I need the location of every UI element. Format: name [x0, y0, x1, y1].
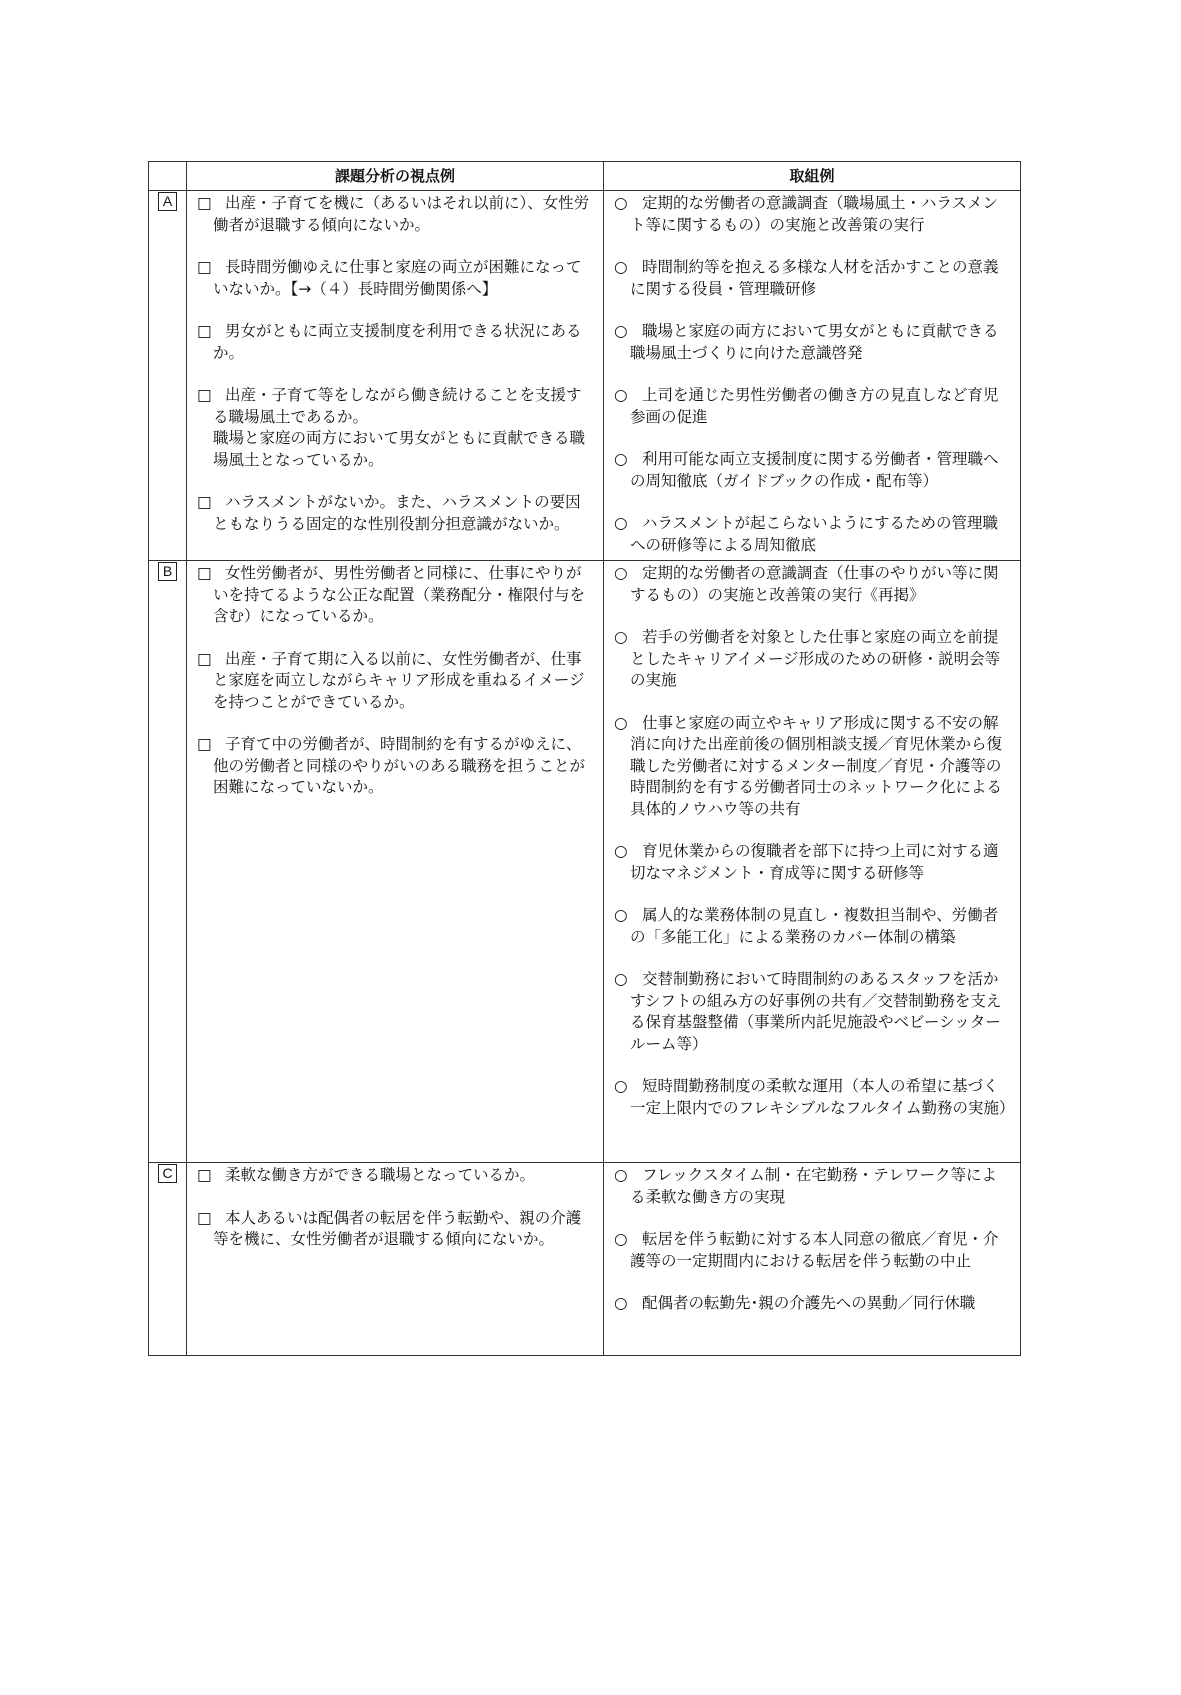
table-row [149, 561, 1021, 1163]
viewpoint-item [197, 563, 595, 628]
checkbox-icon: □ [197, 649, 212, 668]
checkbox-icon: □ [197, 322, 212, 340]
initiative-text: 定期的な労働者の意識調査（仕事のやりがい等に関するもの）の実施と改善策の実行《再掲》 [630, 564, 999, 604]
viewpoint-item [197, 385, 595, 471]
circle-bullet-icon: ○ [614, 450, 628, 468]
initiative-text: フレックスタイム制・在宅勤務・テレワーク等による柔軟な働き方の実現 [630, 1166, 997, 1206]
header-initiatives: 取組例 [604, 162, 1021, 191]
viewpoint-item [197, 492, 595, 535]
viewpoint-text: ハラスメントがないか。また、ハラスメントの要因ともなりうる固定的な性別役割分担意識がないか。 [213, 493, 581, 533]
viewpoint-item [197, 734, 595, 799]
circle-bullet-icon: ○ [614, 1166, 628, 1184]
row-label-a: A [158, 192, 177, 211]
viewpoint-text: 出産・子育て等をしながら働き続けることを支援する職場風土であるか。 [213, 386, 582, 426]
viewpoint-text: 柔軟な働き方ができる職場となっているか。 [225, 1166, 536, 1184]
table-header-row [149, 162, 1021, 191]
checkbox-icon: □ [197, 386, 212, 404]
initiative-item [614, 193, 1012, 236]
viewpoint-item [197, 193, 595, 236]
initiative-item [614, 905, 1012, 948]
viewpoint-text: 本人あるいは配偶者の転居を伴う転勤や、親の介護等を機に、女性労働者が退職する傾向にないか。 [213, 1208, 582, 1248]
initiative-item [614, 969, 1012, 1055]
initiatives-cell [604, 191, 1021, 561]
viewpoint-item [197, 1165, 595, 1187]
initiative-text: ハラスメントが起こらないようにするための管理職への研修等による周知徹底 [630, 514, 999, 554]
checkbox-icon: □ [197, 735, 212, 753]
row-label-cell [149, 1163, 187, 1356]
viewpoint-text: 出産・子育て期に入る以前に、女性労働者が、仕事と家庭を両立しながらキャリア形成を重ねるイメージを持つことができているか。 [213, 649, 585, 711]
viewpoints-cell [187, 561, 604, 1163]
viewpoint-item [197, 1208, 595, 1251]
initiatives-cell [604, 561, 1021, 1163]
initiative-item [614, 1076, 1015, 1119]
initiative-item [614, 385, 1012, 428]
initiative-text: 仕事と家庭の両立やキャリア形成に関する不安の解消に向けた出産前後の個別相談支援／育児休業から復職した労働者に対するメンター制度／育児・介護等の時間制約を有する労働者同士のネットワーク化による具体的ノウハウ等の共有 [630, 713, 1003, 818]
circle-bullet-icon: ○ [614, 322, 628, 340]
initiative-item [614, 563, 1012, 606]
header-blank-cell [149, 162, 187, 191]
circle-bullet-icon: ○ [614, 564, 628, 582]
viewpoint-item [197, 321, 595, 364]
checkbox-icon: □ [197, 1166, 212, 1184]
initiative-text: 属人的な業務体制の見直し・複数担当制や、労働者の「多能工化」による業務のカバー体制の構築 [630, 906, 999, 946]
circle-bullet-icon: ○ [614, 713, 628, 732]
initiative-text: 配偶者の転勤先･親の介護先への異動／同行休職 [642, 1294, 976, 1312]
initiative-item [614, 513, 1012, 556]
circle-bullet-icon: ○ [614, 970, 628, 988]
circle-bullet-icon: ○ [614, 1294, 628, 1312]
initiative-text: 育児休業からの復職者を部下に持つ上司に対する適切なマネジメント・育成等に関する研修等 [630, 842, 999, 882]
initiatives-cell [604, 1163, 1021, 1356]
table-row [149, 191, 1021, 561]
initiative-text: 利用可能な両立支援制度に関する労働者・管理職への周知徹底（ガイドブックの作成・配布等） [630, 450, 999, 490]
initiative-text: 若手の労働者を対象とした仕事と家庭の両立を前提としたキャリアイメージ形成のための研修・説明会等の実施 [630, 628, 1001, 689]
initiative-item [614, 713, 1012, 821]
initiative-item [614, 321, 1012, 364]
viewpoint-text: 女性労働者が、男性労働者と同様に、仕事にやりがいを持てるような公正な配置（業務配分・権限付与を含む）になっているか。 [213, 564, 586, 625]
initiative-text: 上司を通じた男性労働者の働き方の見直しなど育児参画の促進 [630, 386, 999, 426]
viewpoint-text: 出産・子育てを機に（あるいはそれ以前に）、女性労働者が退職する傾向にないか。 [213, 194, 590, 234]
circle-bullet-icon: ○ [614, 1077, 628, 1095]
initiative-item [614, 1293, 1012, 1315]
initiative-text: 時間制約等を抱える多様な人材を活かすことの意義に関する役員・管理職研修 [630, 258, 999, 298]
table-row [149, 1163, 1021, 1356]
row-label-cell [149, 191, 187, 561]
initiative-item [614, 627, 1012, 692]
initiative-text: 定期的な労働者の意識調査（職場風土・ハラスメント等に関するもの）の実施と改善策の実行 [630, 194, 999, 234]
checkbox-icon: □ [197, 1208, 212, 1227]
circle-bullet-icon: ○ [614, 628, 628, 646]
circle-bullet-icon: ○ [614, 258, 628, 276]
checkbox-icon: □ [197, 493, 212, 511]
checkbox-icon: □ [197, 258, 212, 276]
initiative-text: 転居を伴う転勤に対する本人同意の徹底／育児・介護等の一定期間内における転居を伴う転勤の中止 [630, 1230, 999, 1270]
initiative-item [614, 1229, 1012, 1272]
checkbox-icon: □ [197, 564, 212, 582]
row-label-b: B [158, 562, 177, 581]
initiative-item [614, 449, 1012, 492]
initiative-item [614, 257, 1012, 300]
viewpoint-item [197, 257, 595, 300]
circle-bullet-icon: ○ [614, 386, 628, 404]
circle-bullet-icon: ○ [614, 842, 628, 860]
row-label-cell [149, 561, 187, 1163]
circle-bullet-icon: ○ [614, 1230, 628, 1248]
viewpoint-text: 子育て中の労働者が、時間制約を有するがゆえに、他の労働者と同様のやりがいのある職務を担うことが困難になっていないか。 [213, 735, 586, 796]
initiative-text: 職場と家庭の両方において男女がともに貢献できる職場風土づくりに向けた意識啓発 [630, 322, 999, 362]
checkbox-icon: □ [197, 194, 212, 212]
viewpoint-text: 長時間労働ゆえに仕事と家庭の両立が困難になっていないか。【→（４）長時間労働関係へ】 [213, 258, 582, 298]
row-label-c: C [158, 1164, 177, 1183]
initiative-item [614, 1165, 1012, 1208]
viewpoints-cell [187, 191, 604, 561]
initiative-text: 交替制勤務において時間制約のあるスタッフを活かすシフトの組み方の好事例の共有／交替制勤務を支える保育基盤整備（事業所内託児施設やベビーシッタールーム等） [630, 970, 1002, 1053]
viewpoint-subtext: 職場と家庭の両方において男女がともに貢献できる職場風土となっているか。 [213, 429, 586, 469]
analysis-table [148, 161, 1021, 1356]
circle-bullet-icon: ○ [614, 514, 628, 532]
header-analysis-viewpoints: 課題分析の視点例 [187, 162, 604, 191]
circle-bullet-icon: ○ [614, 194, 628, 212]
viewpoints-cell [187, 1163, 604, 1356]
viewpoint-item [197, 649, 595, 714]
circle-bullet-icon: ○ [614, 906, 628, 924]
initiative-item [614, 841, 1012, 884]
viewpoint-text: 男女がともに両立支援制度を利用できる状況にあるか。 [213, 322, 582, 362]
initiative-text: 短時間勤務制度の柔軟な運用（本人の希望に基づく一定上限内でのフレキシブルなフルタイム勤務の実施） [630, 1077, 1015, 1117]
